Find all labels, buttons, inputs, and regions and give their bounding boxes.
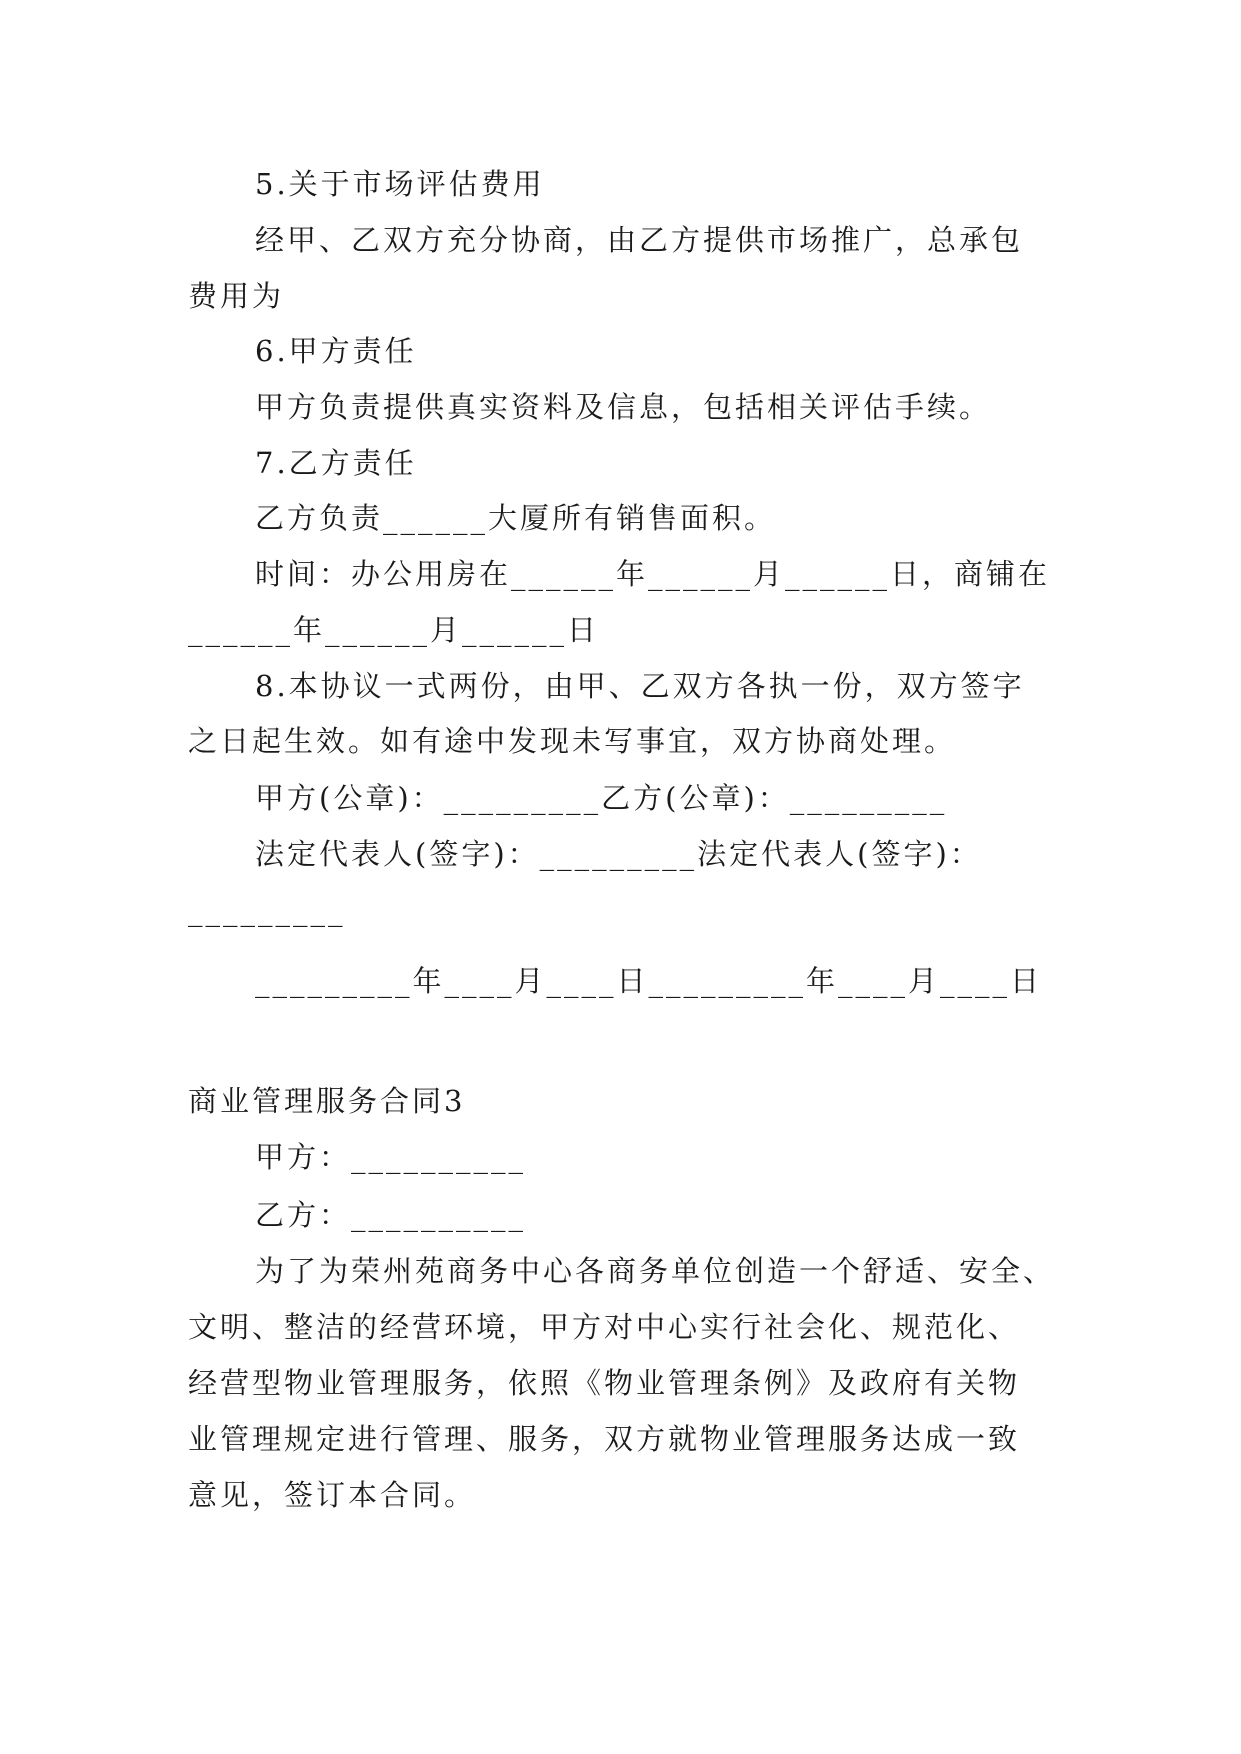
- paragraph-line: 文明、整洁的经营环境，甲方对中心实行社会化、规范化、: [188, 1310, 1021, 1344]
- signature-seal-line: 甲方(公章)：_________乙方(公章)：_________: [255, 781, 948, 815]
- paragraph-line: 时间：办公用房在______年______月______日，商铺在: [255, 557, 1051, 591]
- paragraph-line: 经甲、乙双方充分协商，由乙方提供市场推广，总承包: [255, 223, 1024, 257]
- section-heading-6: 6.甲方责任: [255, 334, 417, 368]
- paragraph-line: 业管理规定进行管理、服务，双方就物业管理服务达成一致: [188, 1422, 1021, 1456]
- signature-representative-line: 法定代表人(签字)：_________法定代表人(签字)：: [255, 837, 982, 871]
- paragraph-line: 意见，签订本合同。: [188, 1478, 477, 1512]
- paragraph-line: 之日起生效。如有途中发现未写事宜，双方协商处理。: [188, 724, 957, 758]
- signature-blank-line: _________: [188, 893, 346, 927]
- paragraph-line: ______年______月______日: [188, 613, 600, 647]
- paragraph-line: 经营型物业管理服务，依照《物业管理条例》及政府有关物: [188, 1366, 1021, 1400]
- party-b-line: 乙方：__________: [255, 1198, 527, 1232]
- signature-date-line: _________年____月____日_________年____月____日: [255, 964, 1043, 998]
- section-heading-5: 5.关于市场评估费用: [255, 167, 545, 201]
- paragraph-line: 乙方负责______大厦所有销售面积。: [255, 501, 777, 535]
- party-a-line: 甲方：__________: [255, 1140, 527, 1174]
- contract-title: 商业管理服务合同3: [188, 1084, 466, 1118]
- paragraph-line: 为了为荣州苑商务中心各商务单位创造一个舒适、安全、: [255, 1254, 1056, 1288]
- paragraph-line: 费用为: [188, 279, 285, 313]
- section-heading-7: 7.乙方责任: [255, 446, 417, 480]
- paragraph-line: 甲方负责提供真实资料及信息，包括相关评估手续。: [255, 390, 992, 424]
- paragraph-line: 8.本协议一式两份，由甲、乙双方各执一份，双方签字: [255, 669, 1025, 703]
